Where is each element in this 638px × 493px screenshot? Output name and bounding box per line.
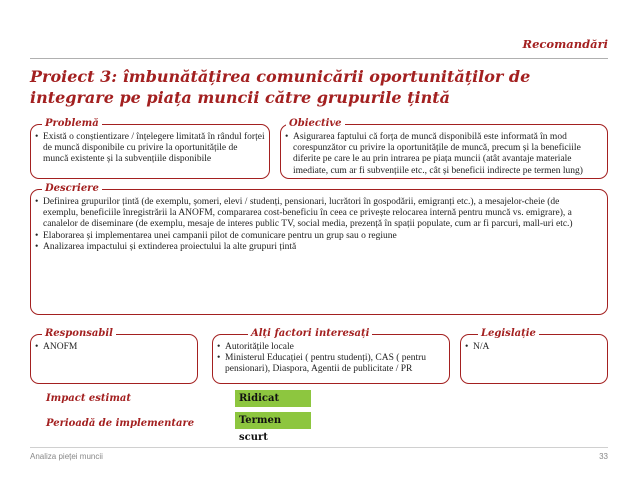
list-item: • ANOFM	[35, 342, 193, 353]
list-item: • Există o conștientizare / înțelegere limitată în rândul forței de muncă disponibile cu privire la oportunitățile de muncă existente și la subvențiile disponibile	[35, 132, 265, 166]
perioada-label: Perioadă de implementare	[46, 418, 195, 429]
alti-factori-box	[212, 334, 450, 384]
section-header: Recomandări	[522, 37, 608, 51]
perioada-value: Termen scurt	[235, 412, 311, 429]
slide-title: Proiect 3: îmbunătățirea comunicării oportunităților de integrare pe piața muncii către grupurile țintă	[30, 67, 531, 107]
list-item: • Analizarea impactului și extinderea proiectului la alte grupuri țintă	[35, 242, 595, 253]
obiective-list	[285, 132, 603, 177]
list-item: • Autoritățile locale	[217, 342, 445, 353]
problema-list	[35, 132, 265, 166]
list-item: • Ministerul Educației ( pentru studenți), CAS ( pentru pensionari), Diaspora, Agentii de publicitate / PR	[217, 353, 445, 375]
impact-label: Impact estimat	[46, 393, 132, 404]
list-item: • Definirea grupurilor țintă (de exemplu, șomeri, elevi / studenți, pensionari, lucrători în gospodării, emigranți etc.), a mesajelor-cheie (de exemplu, beneficiile înregistrării la ANOFM, compararea cost-beneficiu în ceea ce privește relocarea internă pentru muncă vs. emigrare), a canalelor de diseminare (de exemplu, mesaje de interes public TV, social media, prezență în spații populate, cum ar fi parcuri, mall-uri etc.)	[35, 197, 595, 231]
responsabil-box	[30, 334, 198, 384]
list-item: • Asigurarea faptului că forța de muncă disponibilă este informată în mod corespunzător cu privire la oportunitățile de muncă, precum și la beneficiile diferite pe care le au prin intrarea pe piața muncii (atât avantaje materiale imediate, cum ar fi subvențiile etc., cât și beneficii indirecte pe termen lung)	[285, 132, 603, 177]
obiective-label-line	[345, 124, 555, 125]
header-divider	[30, 58, 608, 59]
problema-label: Problemă	[42, 118, 102, 129]
alti-factori-list	[217, 342, 445, 376]
problema-label-line	[112, 124, 220, 125]
descriere-list	[35, 197, 595, 253]
responsabil-label: Responsabil	[42, 328, 116, 339]
responsabil-label-line	[112, 334, 160, 335]
impact-value: Ridicat	[235, 390, 311, 407]
obiective-box	[280, 124, 608, 179]
descriere-label-line	[100, 189, 300, 190]
legislatie-label: Legislație	[478, 328, 539, 339]
list-item: • Elaborarea și implementarea unei campanii pilot de comunicare pentru un grup sau o regiune	[35, 231, 595, 242]
list-item: • N/A	[465, 342, 603, 353]
descriere-label: Descriere	[42, 183, 102, 194]
alti-factori-label-line-left	[222, 334, 250, 335]
footer-text: Analiza pieței muncii	[30, 452, 103, 461]
legislatie-box	[460, 334, 608, 384]
alti-factori-label: Alți factori interesați	[248, 328, 372, 339]
problema-box	[30, 124, 270, 179]
descriere-box	[30, 189, 608, 315]
responsabil-list	[35, 342, 193, 353]
page-number: 33	[599, 452, 608, 461]
footer-divider	[30, 447, 608, 448]
obiective-label: Obiective	[286, 118, 345, 129]
legislatie-list	[465, 342, 603, 353]
